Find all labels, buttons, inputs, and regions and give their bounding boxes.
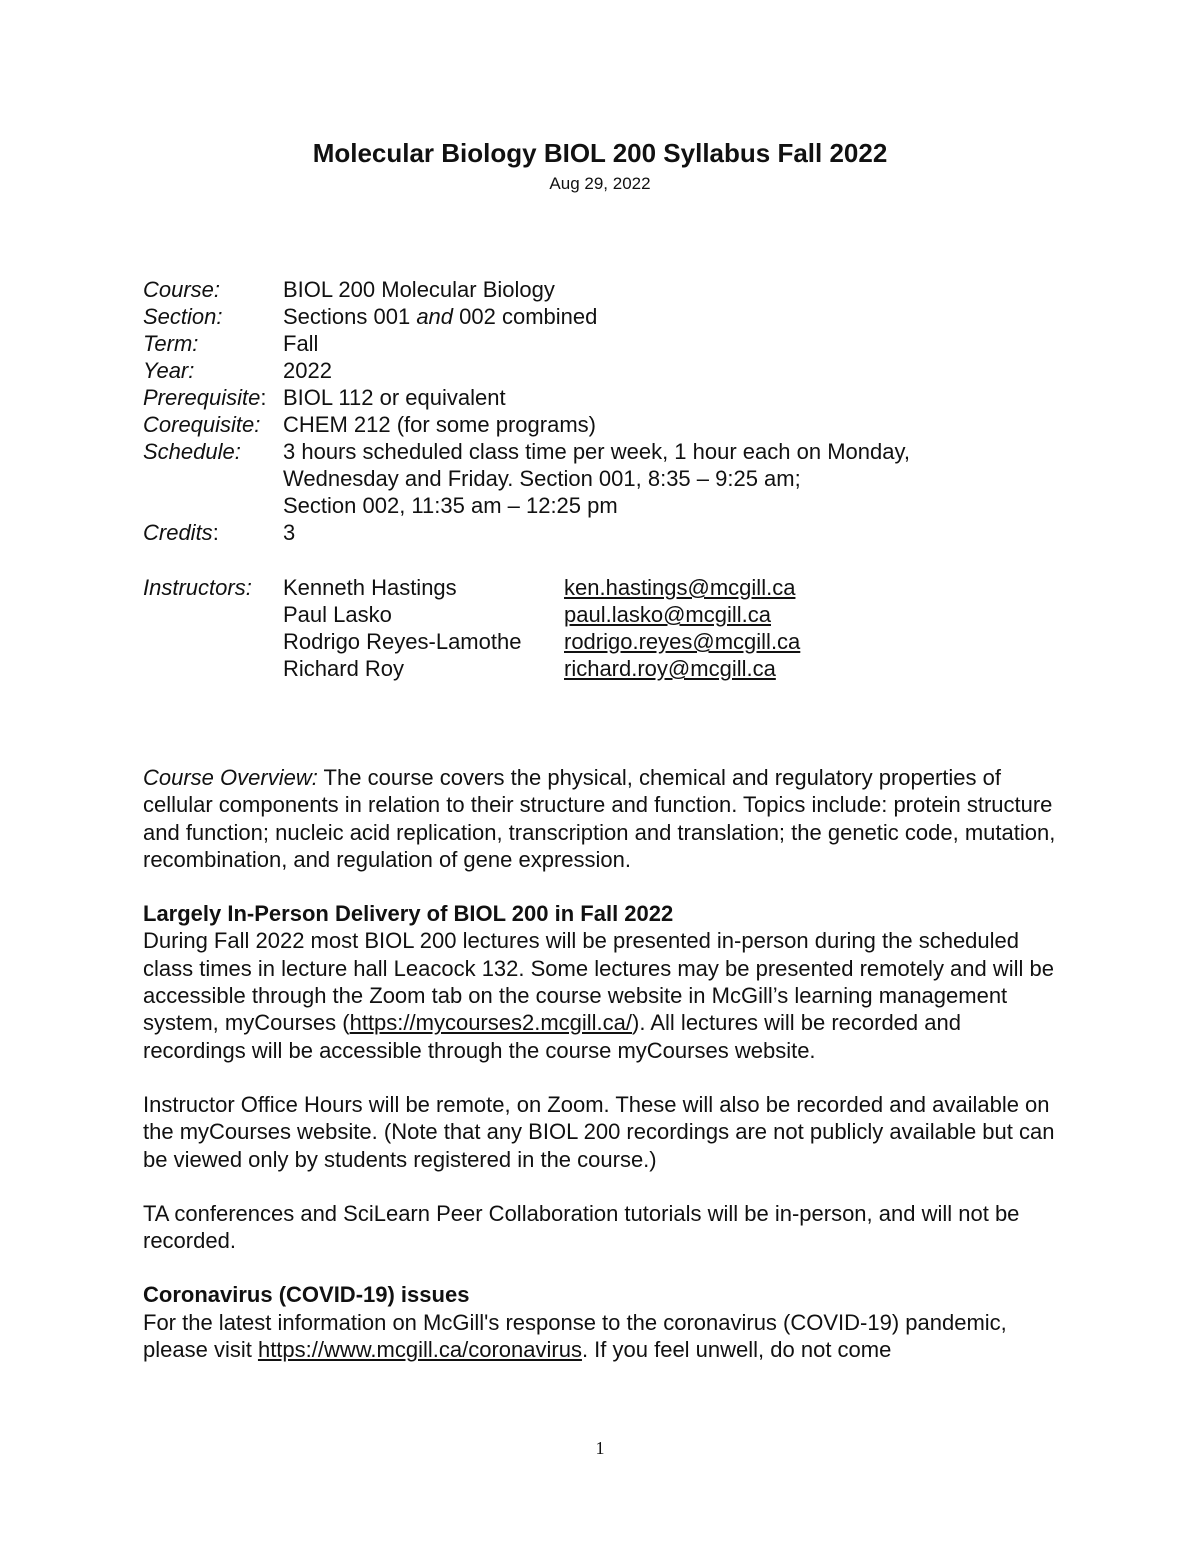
instructors-label: Instructors: (143, 575, 252, 600)
schedule-line: 3 hours scheduled class time per week, 1 hour each on Monday, (283, 439, 910, 464)
schedule-line: Wednesday and Friday. Section 001, 8:35 – 9:25 am; (283, 466, 801, 491)
syllabus-body (143, 764, 1063, 1390)
delivery-text: During Fall 2022 most BIOL 200 lectures will be presented in-person during the scheduled class times in lecture hall Leacock 132. Some lectures may be presented remotely and will be accessible through the Zoom tab on the course website in McGill’s learning management system, myCourses ( (143, 928, 1055, 1036)
instructor-email-link[interactable]: ken.hastings@mcgill.ca (564, 575, 796, 600)
corequisite-row (143, 411, 983, 438)
section-value-post: 002 combined (453, 304, 598, 329)
course-info-table (143, 276, 983, 546)
section-value-emphasis: and (416, 304, 454, 329)
delivery-heading: Largely In-Person Delivery of BIOL 200 in Fall 2022 (143, 901, 674, 927)
course-row (143, 276, 983, 303)
prerequisite-value: BIOL 112 or equivalent (283, 385, 506, 410)
credits-label-text: Credits (143, 520, 213, 545)
instructor-name: Kenneth Hastings (283, 575, 457, 600)
course-overview-text: The course covers the physical, chemical and regulatory properties of cellular components in relation to their structure and function. Topics include: protein structure and function; nucleic acid replication, transcription and translation; the genetic code, mutation, recombination, and regulation of gene expression. (143, 765, 1056, 872)
instructor-row (143, 655, 800, 682)
schedule-label: Schedule: (143, 439, 241, 464)
corequisite-value: CHEM 212 (for some programs) (283, 412, 596, 437)
schedule-row (143, 438, 983, 519)
prerequisite-label (143, 384, 283, 411)
section-label: Section: (143, 304, 223, 329)
course-value: BIOL 200 Molecular Biology (283, 277, 555, 302)
corequisite-label: Corequisite: (143, 412, 261, 437)
mycourses-link[interactable]: https://mycourses2.mcgill.ca/ (349, 1010, 633, 1036)
instructors-table (143, 574, 800, 682)
instructor-name: Richard Roy (283, 656, 405, 681)
page-number: 1 (595, 1438, 605, 1458)
covid-heading: Coronavirus (COVID-19) issues (143, 1282, 470, 1308)
instructor-name: Paul Lasko (283, 602, 392, 627)
delivery-paragraph (143, 927, 1063, 1063)
instructor-name: Rodrigo Reyes-Lamothe (283, 629, 522, 654)
course-overview-paragraph (143, 764, 1063, 873)
covid-text: For the latest information on McGill's response to the coronavirus (COVID-19) pandemic, please visit (143, 1309, 1007, 1363)
term-label: Term: (143, 331, 199, 356)
credits-label-colon: : (212, 520, 219, 545)
coronavirus-link[interactable]: https://www.mcgill.ca/coronavirus (257, 1337, 582, 1363)
schedule-value (283, 438, 983, 519)
prerequisite-label-text: Prerequisite (143, 385, 261, 410)
instructor-email-link[interactable]: paul.lasko@mcgill.ca (564, 602, 771, 627)
instructor-row (143, 574, 800, 601)
credits-label (143, 519, 283, 546)
credits-value: 3 (283, 520, 296, 545)
instructors-label-spacer (143, 628, 283, 655)
instructors-label-spacer (143, 655, 283, 682)
covid-text-end: . If you feel unwell, do not come (581, 1337, 892, 1363)
section-value-pre: Sections 001 (283, 304, 417, 329)
document-date: Aug 29, 2022 (549, 174, 651, 193)
year-row (143, 357, 983, 384)
document-title: Molecular Biology BIOL 200 Syllabus Fall 2022 (312, 138, 888, 168)
covid-paragraph (143, 1309, 1063, 1364)
schedule-line: Section 002, 11:35 am – 12:25 pm (283, 493, 618, 518)
term-value: Fall (283, 331, 319, 356)
ta-conferences-paragraph: TA conferences and SciLearn Peer Collaboration tutorials will be in-person, and will not be recorded. (143, 1200, 1020, 1254)
instructor-row (143, 601, 800, 628)
instructors-label-spacer (143, 601, 283, 628)
year-label: Year: (143, 358, 195, 383)
section-row (143, 303, 983, 330)
prerequisite-label-colon: : (260, 385, 267, 410)
course-label: Course: (143, 277, 221, 302)
instructor-email-link[interactable]: richard.roy@mcgill.ca (564, 656, 776, 681)
credits-row (143, 519, 983, 546)
course-overview-label: Course Overview: (143, 765, 318, 790)
prerequisite-row (143, 384, 983, 411)
office-hours-paragraph: Instructor Office Hours will be remote, on Zoom. These will also be recorded and available on the myCourses website. (Note that any BIOL 200 recordings are not publicly available but can be viewed only by students registered in the course.) (143, 1091, 1055, 1172)
term-row (143, 330, 983, 357)
year-value: 2022 (283, 358, 332, 383)
instructor-row (143, 628, 800, 655)
delivery-text-end: ). All lectures will be recorded and recordings will be accessible through the course myCourses website. (143, 1010, 961, 1063)
section-value (283, 303, 983, 330)
instructor-email-link[interactable]: rodrigo.reyes@mcgill.ca (564, 629, 801, 654)
